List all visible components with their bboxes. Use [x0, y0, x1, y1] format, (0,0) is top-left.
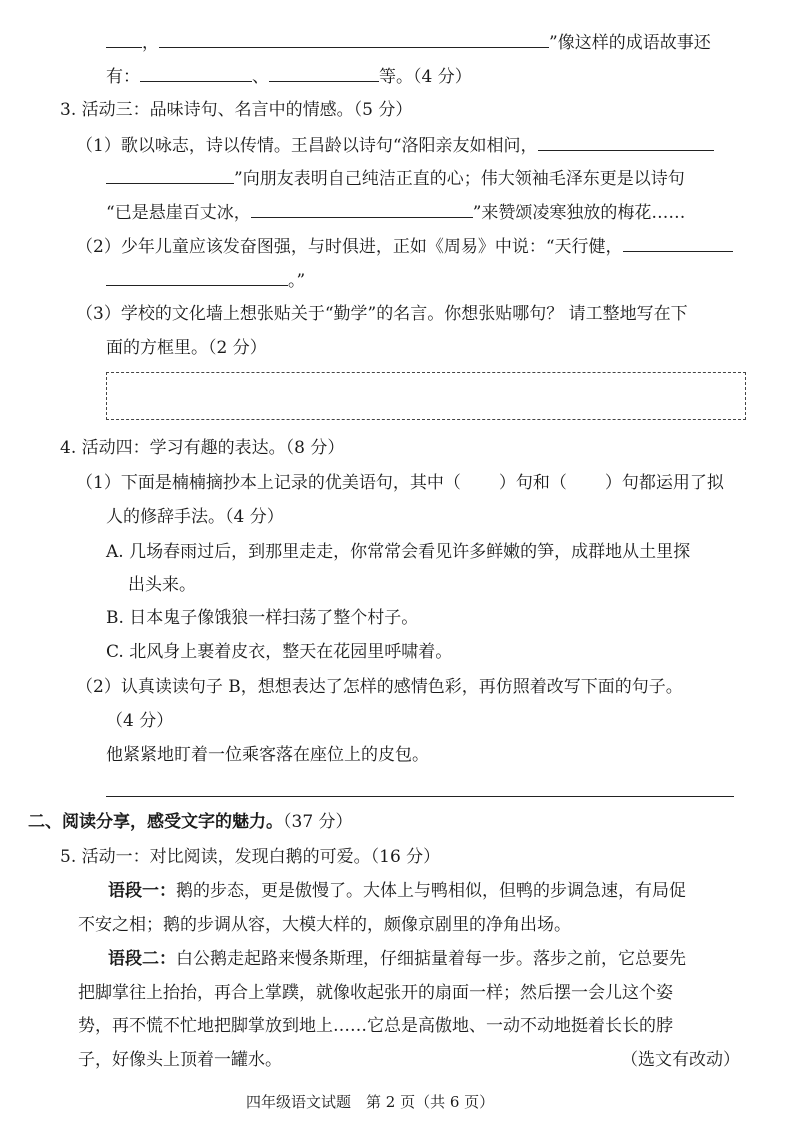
top-line-2: 有： 、 等。（4 分） — [106, 64, 472, 89]
page-footer: 四年级语文试题 第 2 页（共 6 页） — [246, 1093, 495, 1111]
q5-title: 5. 活动一：对比阅读，发现白鹅的可爱。（16 分） — [60, 847, 441, 867]
q3-title: 3. 活动三：品味诗句、名言中的情感。（5 分） — [60, 100, 413, 120]
q5-para2-line3: 势，再不慌不忙地把脚掌放到地上……它总是高傲地、一动不动地挺着长长的脖 — [78, 1016, 673, 1036]
answer-blank[interactable] — [106, 268, 288, 286]
section-2-heading — [28, 810, 353, 834]
answer-blank[interactable] — [159, 30, 549, 48]
q3-p1-line2: ”向朋友表明自己纯洁正直的心；伟大领袖毛泽东更是以诗句 — [106, 166, 685, 191]
q3-p2-line1: （2）少年儿童应该发奋图强，与时俱进，正如《周易》中说：“天行健， — [76, 234, 733, 259]
section-2-score: （37 分） — [283, 812, 353, 832]
q3-p1-line1: （1）歌以咏志，诗以传情。王昌龄以诗句“洛阳亲友如相问， — [76, 133, 714, 158]
answer-line[interactable] — [106, 796, 734, 797]
q5-para1-line1: 语段一：鹅的步态，更是傲慢了。大体上与鸭相似，但鸭的步调急速，有局促 — [108, 881, 686, 901]
answer-blank[interactable] — [140, 64, 252, 82]
q4-title: 4. 活动四：学习有趣的表达。（8 分） — [60, 438, 345, 458]
q4-option-c: C. 北风身上裹着皮衣，整天在花园里呼啸着。 — [106, 642, 453, 662]
answer-blank[interactable] — [538, 133, 714, 151]
section-2-title: 二、阅读分享，感受文字的魅力。 — [28, 812, 283, 832]
q3-p2-line2: 。” — [106, 268, 305, 293]
q4-p1-line1: （1）下面是楠楠摘抄本上记录的优美语句，其中（ ）句和（ ）句都运用了拟 — [76, 473, 724, 493]
top-line-1 — [106, 30, 711, 55]
top-line-1-text: ”像这样的成语故事还 — [549, 33, 711, 53]
q5-para2-line1: 语段二：白公鹅走起路来慢条斯理，仔细掂量着每一步。落步之前，它总要先 — [108, 949, 686, 969]
q4-p1-line2: 人的修辞手法。（4 分） — [106, 507, 284, 527]
answer-blank[interactable] — [106, 30, 142, 48]
answer-box[interactable] — [106, 372, 746, 420]
q5-para1-line2: 不安之相；鹅的步调从容，大模大样的，颇像京剧里的净角出场。 — [78, 915, 571, 935]
q4-p2-sentence: 他紧紧地盯着一位乘客落在座位上的皮包。 — [106, 745, 429, 765]
q4-p2-line1: （2）认真读读句子 B，想想表达了怎样的感情色彩，再仿照着改写下面的句子。 — [76, 677, 683, 697]
answer-blank[interactable] — [106, 166, 234, 184]
q3-p1-line3: “已是悬崖百丈冰， ”来赞颂凌寒独放的梅花…… — [106, 200, 685, 225]
q3-p3-line2: 面的方框里。（2 分） — [106, 338, 267, 358]
answer-blank[interactable] — [269, 64, 379, 82]
top-comma: ， — [142, 33, 159, 53]
q5-para2-line2: 把脚掌往上抬抬，再合上掌蹼，就像收起张开的扇面一样；然后摆一会儿这个姿 — [78, 983, 673, 1003]
answer-blank[interactable] — [251, 200, 473, 218]
q4-option-a-line2: 出头来。 — [128, 575, 196, 595]
q4-p2-line2: （4 分） — [106, 711, 174, 731]
q4-option-b: B. 日本鬼子像饿狼一样扫荡了整个村子。 — [106, 608, 419, 628]
para1-label: 语段一： — [108, 881, 176, 901]
source-note: （选文有改动） — [621, 1050, 740, 1070]
q5-para2-line4: 子，好像头上顶着一罐水。 — [78, 1050, 282, 1070]
para2-label: 语段二： — [108, 949, 176, 969]
q3-p3-line1: （3）学校的文化墙上想张贴关于“勤学”的名言。你想张贴哪句？ 请工整地写在下 — [76, 304, 688, 324]
q4-option-a-line1: A. 几场春雨过后，到那里走走，你常常会看见许多鲜嫩的笋，成群地从土里探 — [106, 542, 691, 562]
answer-blank[interactable] — [623, 234, 733, 252]
